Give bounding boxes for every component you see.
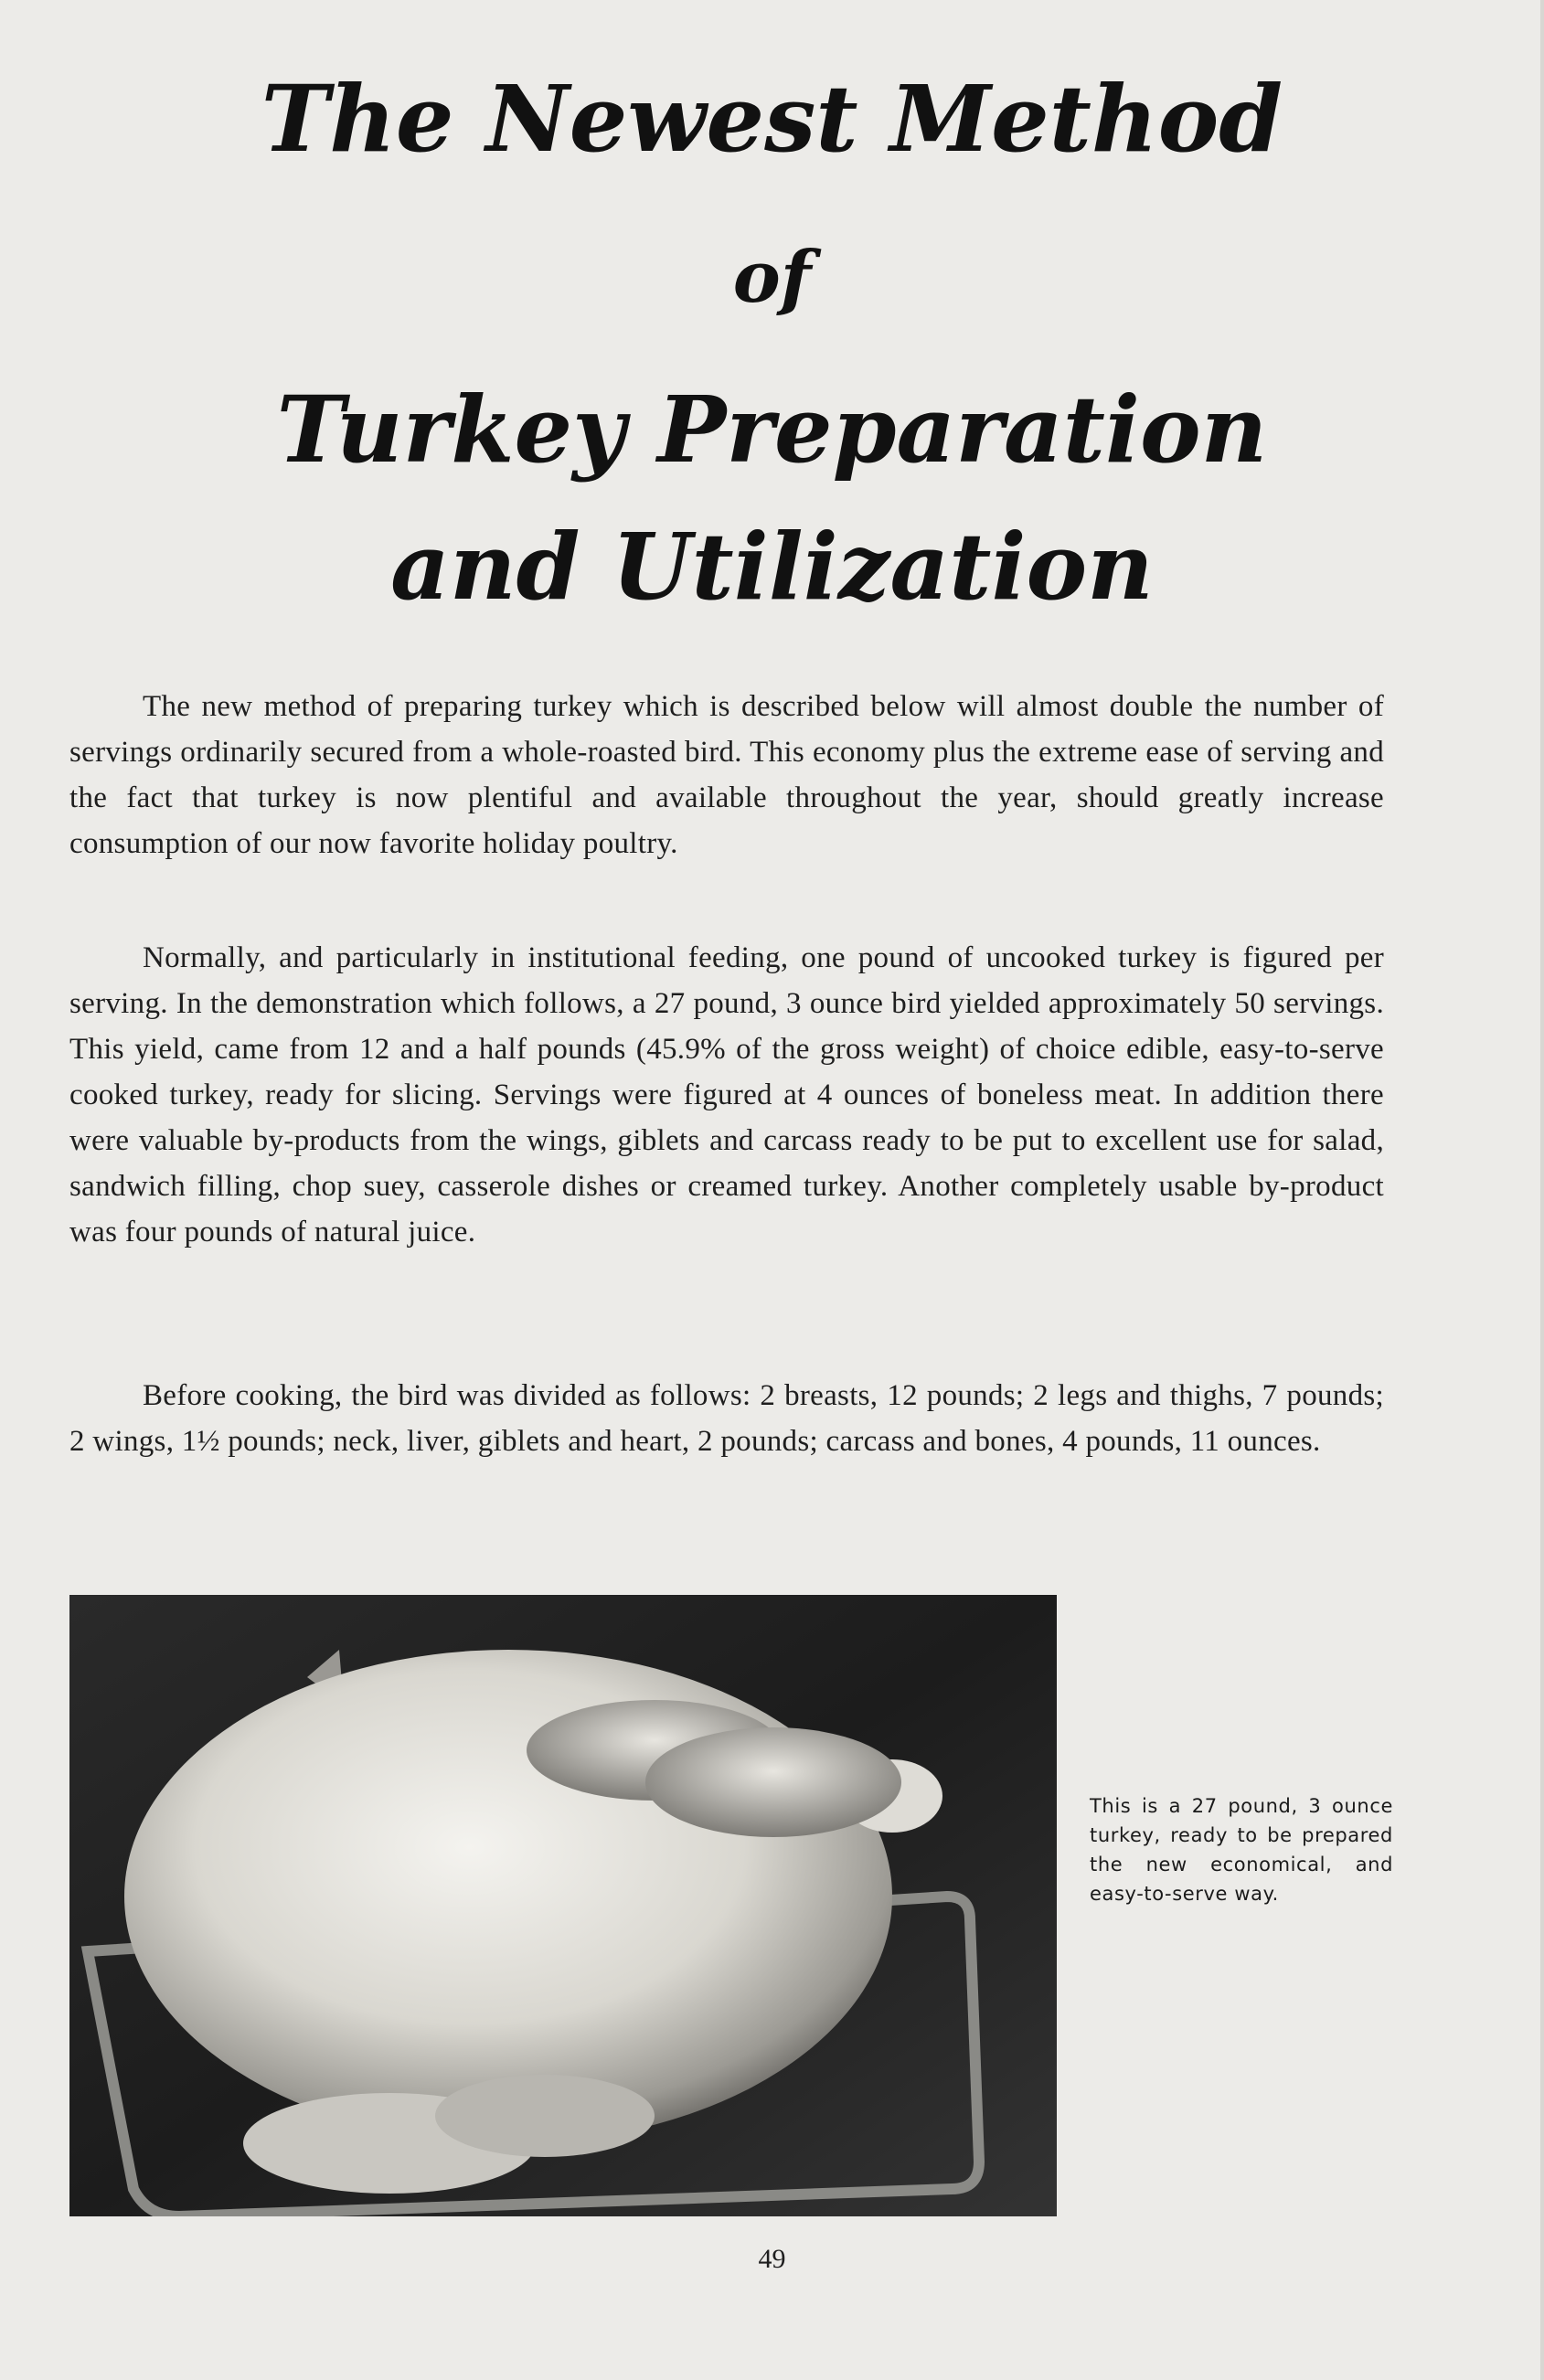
turkey-photo	[69, 1595, 1057, 2216]
body-paragraph-1: The new method of preparing turkey which is described below will almost double the number of servings ordinarily secured from a whole-roasted bird. This economy plus the extreme ease of serving and the fact that turkey is now plentiful and available throughout the year, should greatly increase consumption of our now favorite holiday poultry.	[69, 690, 1384, 860]
body-paragraph-3: Before cooking, the bird was divided as follows: 2 breasts, 12 pounds; 2 legs and thighs, 7 pounds; 2 wings, 1½ pounds; neck, liver, giblets and heart, 2 pounds; carcass and bones, 4 pounds, 11 ounces.	[69, 1379, 1384, 1458]
photo-caption: This is a 27 pound, 3 ounce turkey, ready to be prepared the new economical, and easy-to-serve way.	[1090, 1795, 1393, 1905]
title-line-4: and Utilization	[390, 513, 1154, 621]
title-line-1: The Newest Method	[261, 65, 1283, 173]
title-line-3: Turkey Preparation	[276, 376, 1268, 483]
title-line-2: of	[732, 236, 812, 319]
page-edge	[1540, 0, 1544, 2380]
body-paragraph-2: Normally, and particularly in institutional feeding, one pound of uncooked turkey is figured per serving. In the demonstration which follows, a 27 pound, 3 ounce bird yielded approximately 50 servings. This yield, came from 12 and a half pounds (45.9% of the gross weight) of choice edible, easy-to-serve cooked turkey, ready for slicing. Servings were figured at 4 ounces of boneless meat. In addition there were valuable by-products from the wings, giblets and carcass ready to be put to excellent use for salad, sandwich filling, chop suey, casserole dishes or creamed turkey. Another completely usable by-product was four pounds of natural juice.	[69, 941, 1384, 1248]
page-number: 49	[758, 2244, 786, 2274]
